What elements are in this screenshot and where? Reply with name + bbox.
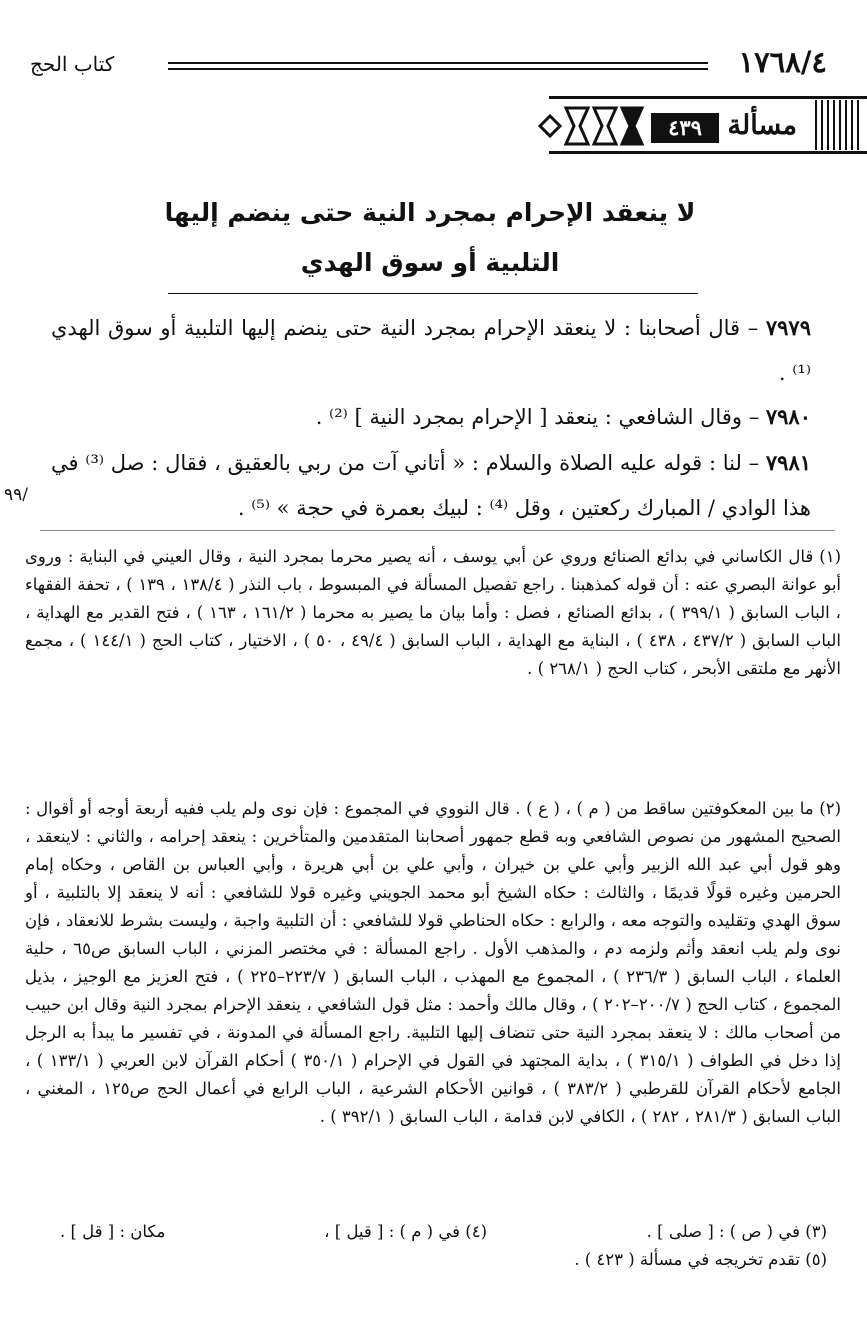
title-line-2: التلبية أو سوق الهدي [300,248,560,277]
title-rule [168,293,698,294]
footnote-4: (٤) في ( م ) : [ قيل ] ، [324,1222,487,1241]
paragraph-number: ٧٩٨٠ [765,404,811,429]
paragraph-text: – وقال الشافعي : ينعقد [ الإحرام بمجرد النية ] ⁽²⁾ . [315,405,766,429]
paragraph-text: – قال أصحابنا : لا ينعقد الإحرام بمجرد النية حتى ينضم إليها التلبية أو سوق الهدي ⁽¹⁾ . [51,316,811,385]
paragraph-7980 [51,394,811,440]
footnote-separator [40,530,835,531]
header-double-rule [168,62,708,70]
paragraph-number: ٧٩٨١ [765,450,812,475]
book-title: كتاب الحج [30,52,115,76]
ornament-icon [536,100,646,152]
title-line-1: لا ينعقد الإحرام بمجرد النية حتى ينضم إليها [164,198,696,227]
masala-number: ٤٣٩ [651,113,719,143]
paragraph-7979 [51,305,811,396]
footnote-5: (٥) تقدم تخريجه في مسألة ( ٤٢٣ ) . [574,1250,827,1269]
footnote-2: (٢) ما بين المعكوفتين ساقط من ( م ) ، ( ع ) . قال النووي في المجموع : فإن نوى ولم يلب ففيه أربعة أوجه أو أقوال : الصحيح المشهور من نصوص الشافعي وبه قطع جمهور أصحابنا المتقدمين والمتأخرين : ينعقد إحرامه ، والثاني : لاينعقد ، وهو قول أبي عبد الله الزبير وأبي علي بن خيران ، وأبي علي بن أبي هريرة ، وأبي العباس بن القاص ، وحكاه إمام الحرمين وغيره قولًا قديمًا ، والثالث : حكاه الشيخ أبو محمد الجويني وغيره قولا للشافعي : أنه لا ينعقد إلا بالتلبية ، أو سوق الهدي وتقليده والتوجه معه ، والرابع : حكاه الحناطي قولا للشافعي : أن التلبية واجبة ، وليست بشرط للانعقاد ، فإن نوى ولم يلب انعقد وأثم ولزمه دم ، والمذهب الأول . راجع المسألة : في مختصر المزني ، الباب السابق ص٦٥ ، حلية العلماء ، الباب السابق ( ٢٣٦/٣ ) ، المجموع مع المهذب ، الباب السابق ( ٢٢٣/٧–٢٢٥ ) ، فتح العزيز مع الوجيز ، بذيل المجموع ، كتاب الحج ( ٢٠٠/٧–٢٠٢ ) ، وقال مالك وأحمد : مثل قول الشافعي ، ينعقد الإحرام بمجرد النية وقال ابن حبيب من أصحاب مالك : لا ينعقد بمجرد النية حتى تنضاف إليها التلبية. راجع المسألة في المدونة ، في تفسير ما يبدأ به الرجل إذا دخل في الطواف ( ٣١٥/١ ) ، بداية المجتهد في القول في الإحرام ( ٣٥٠/١ ) أحكام القرآن لابن العربي ( ١٣٣/١ ) ، الجامع لأحكام القرآن للقرطبي ( ٣٨٣/٢ ) ، قوانين الأحكام الشرعية ، الباب الرابع في أعمال الحج ص١٢٥ ، المغني ، الباب السابق ( ٢٨١/٣ ، ٢٨٢ ) ، الكافي لابن قدامة ، الباب السابق ( ٣٩٢/١ ) . [25,799,842,1126]
paragraph-7981 [51,440,811,531]
paragraph-number: ٧٩٧٩ [765,315,811,340]
footnote-3: (٣) في ( ص ) : [ صلى ] . [646,1222,827,1241]
banner-stripes [815,100,863,150]
page-number: ١٧٦٨/٤ [738,45,827,79]
margin-manuscript-ref: ٩٩/ [4,485,28,505]
masala-label: مسألة [727,110,797,141]
paragraph-text: – لنا : قوله عليه الصلاة والسلام : « أتاني آت من ربي بالعقيق ، فقال : صل ⁽³⁾ في هذا الوادي / المبارك ركعتين ، وقل ⁽⁴⁾ : لبيك بعمرة في حجة » ⁽⁵⁾ . [51,451,811,520]
footnote-4-continued: مكان : [ قل ] . [60,1222,166,1241]
issue-title [160,188,700,288]
footnote-1: (١) قال الكاساني في بدائع الصنائع وروي عن أبي يوسف ، أنه يصير محرما بمجرد النية ، وقال العيني في البناية : وروى أبو عوانة البصري عنه : أن قوله كمذهبنا . راجع تفصيل المسألة في المبسوط ، باب النذر ( ١٣٨/٤ ، ١٣٩ ) ، تحفة الفقهاء ، الباب السابق ( ٣٩٩/١ ) ، بدائع الصنائع ، فصل : وأما بيان ما يصير به محرما ( ١٦١/٢ ، ١٦٣ ) ، فتح القدير مع الهداية ، الباب السابق ( ٤٣٧/٢ ، ٤٣٨ ) ، البناية مع الهداية ، الباب السابق ( ٤٩/٤ ، ٥٠ ) ، الاختيار ، كتاب الحج ( ١٤٤/١ ) ، مجمع الأنهر مع ملتقى الأبحر ، كتاب الحج ( ٢٦٨/١ ) . [25,547,841,678]
